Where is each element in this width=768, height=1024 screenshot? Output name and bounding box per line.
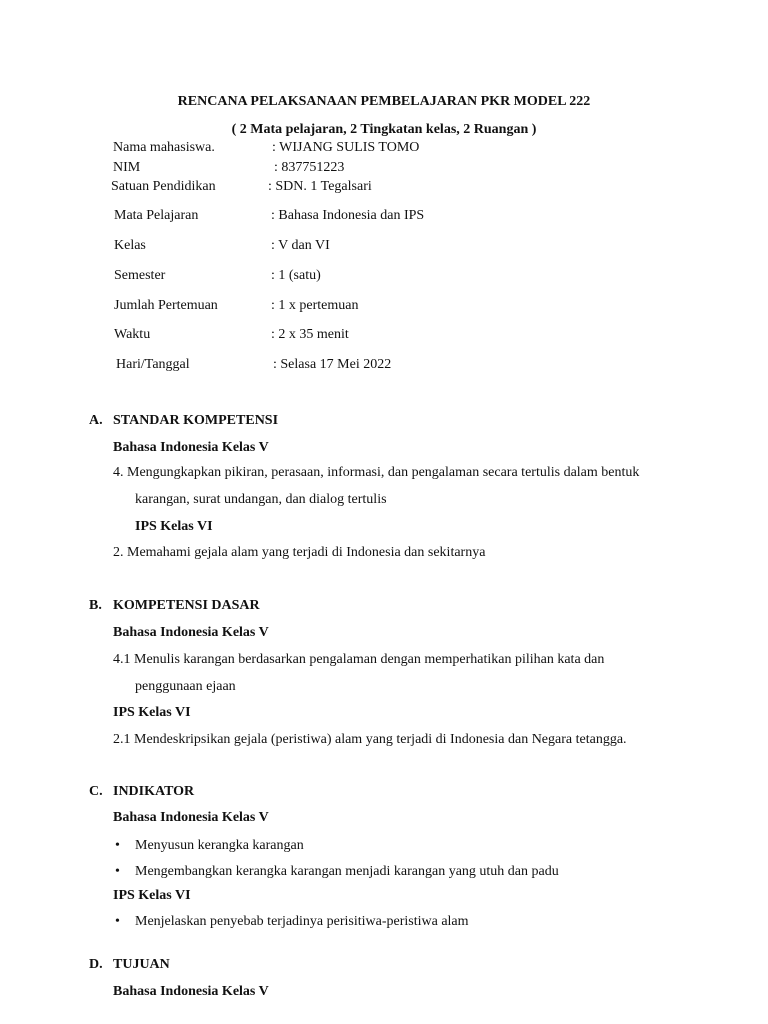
section-b-subheading-ips: IPS Kelas VI bbox=[113, 705, 191, 720]
section-b-heading: KOMPETENSI DASAR bbox=[113, 598, 260, 613]
section-b-letter: B. bbox=[89, 598, 102, 613]
identity-label-tanggal: Hari/Tanggal bbox=[116, 357, 190, 372]
identity-label-nim: NIM bbox=[113, 160, 141, 175]
section-c-subheading-bahasa: Bahasa Indonesia Kelas V bbox=[113, 810, 269, 825]
identity-value-mapel: : Bahasa Indonesia dan IPS bbox=[271, 208, 425, 223]
identity-value-nama: : WIJANG SULIS TOMO bbox=[272, 140, 420, 155]
identity-value-pertemuan: : 1 x pertemuan bbox=[271, 298, 359, 313]
bullet-icon: • bbox=[115, 838, 120, 853]
section-b-subheading-bahasa: Bahasa Indonesia Kelas V bbox=[113, 625, 269, 640]
document-subtitle: ( 2 Mata pelajaran, 2 Tingkatan kelas, 2 Ruangan ) bbox=[231, 122, 537, 137]
identity-value-waktu: : 2 x 35 menit bbox=[271, 327, 349, 342]
section-c-subheading-ips: IPS Kelas VI bbox=[113, 888, 191, 903]
identity-value-satuan: : SDN. 1 Tegalsari bbox=[268, 179, 372, 194]
section-d-subheading-bahasa: Bahasa Indonesia Kelas V bbox=[113, 984, 269, 999]
section-c-bullet-2: Mengembangkan kerangka karangan menjadi karangan yang utuh dan padu bbox=[135, 864, 559, 879]
section-a-heading: STANDAR KOMPETENSI bbox=[113, 413, 279, 428]
identity-label-kelas: Kelas bbox=[114, 238, 146, 253]
identity-label-semester: Semester bbox=[114, 268, 166, 283]
section-a-item-1-line-1: 4. Mengungkapkan pikiran, perasaan, informasi, dan pengalaman secara tertulis dalam bentuk bbox=[113, 465, 640, 480]
identity-value-nim: : 837751223 bbox=[274, 160, 345, 175]
section-a-subheading-bahasa: Bahasa Indonesia Kelas V bbox=[113, 440, 269, 455]
section-b-item-1-line-1: 4.1 Menulis karangan berdasarkan pengalaman dengan memperhatikan pilihan kata dan bbox=[113, 652, 605, 667]
section-c-bullet-3: Menjelaskan penyebab terjadinya perisitiwa-peristiwa alam bbox=[135, 914, 469, 929]
section-b-item-2: 2.1 Mendeskripsikan gejala (peristiwa) alam yang terjadi di Indonesia dan Negara tetangga. bbox=[113, 732, 627, 747]
section-c-bullet-1: Menyusun kerangka karangan bbox=[135, 838, 304, 853]
section-a-subheading-ips: IPS Kelas VI bbox=[135, 519, 213, 534]
section-c-letter: C. bbox=[89, 784, 103, 799]
section-b-item-1-line-2: penggunaan ejaan bbox=[135, 679, 236, 694]
section-a-letter: A. bbox=[89, 413, 103, 428]
identity-label-mapel: Mata Pelajaran bbox=[114, 208, 199, 223]
section-d-heading: TUJUAN bbox=[113, 957, 170, 972]
identity-label-nama: Nama mahasiswa. bbox=[113, 140, 215, 155]
section-a-item-2: 2. Memahami gejala alam yang terjadi di Indonesia dan sekitarnya bbox=[113, 545, 486, 560]
identity-label-waktu: Waktu bbox=[114, 327, 151, 342]
section-c-heading: INDIKATOR bbox=[113, 784, 195, 799]
identity-value-kelas: : V dan VI bbox=[271, 238, 330, 253]
section-d-letter: D. bbox=[89, 957, 103, 972]
bullet-icon: • bbox=[115, 914, 120, 929]
bullet-icon: • bbox=[115, 864, 120, 879]
identity-label-pertemuan: Jumlah Pertemuan bbox=[114, 298, 218, 313]
section-a-item-1-line-2: karangan, surat undangan, dan dialog tertulis bbox=[135, 492, 387, 507]
identity-value-tanggal: : Selasa 17 Mei 2022 bbox=[273, 357, 392, 372]
identity-label-satuan: Satuan Pendidikan bbox=[111, 179, 216, 194]
document-title: RENCANA PELAKSANAAN PEMBELAJARAN PKR MODEL 222 bbox=[177, 94, 591, 109]
identity-value-semester: : 1 (satu) bbox=[271, 268, 321, 283]
